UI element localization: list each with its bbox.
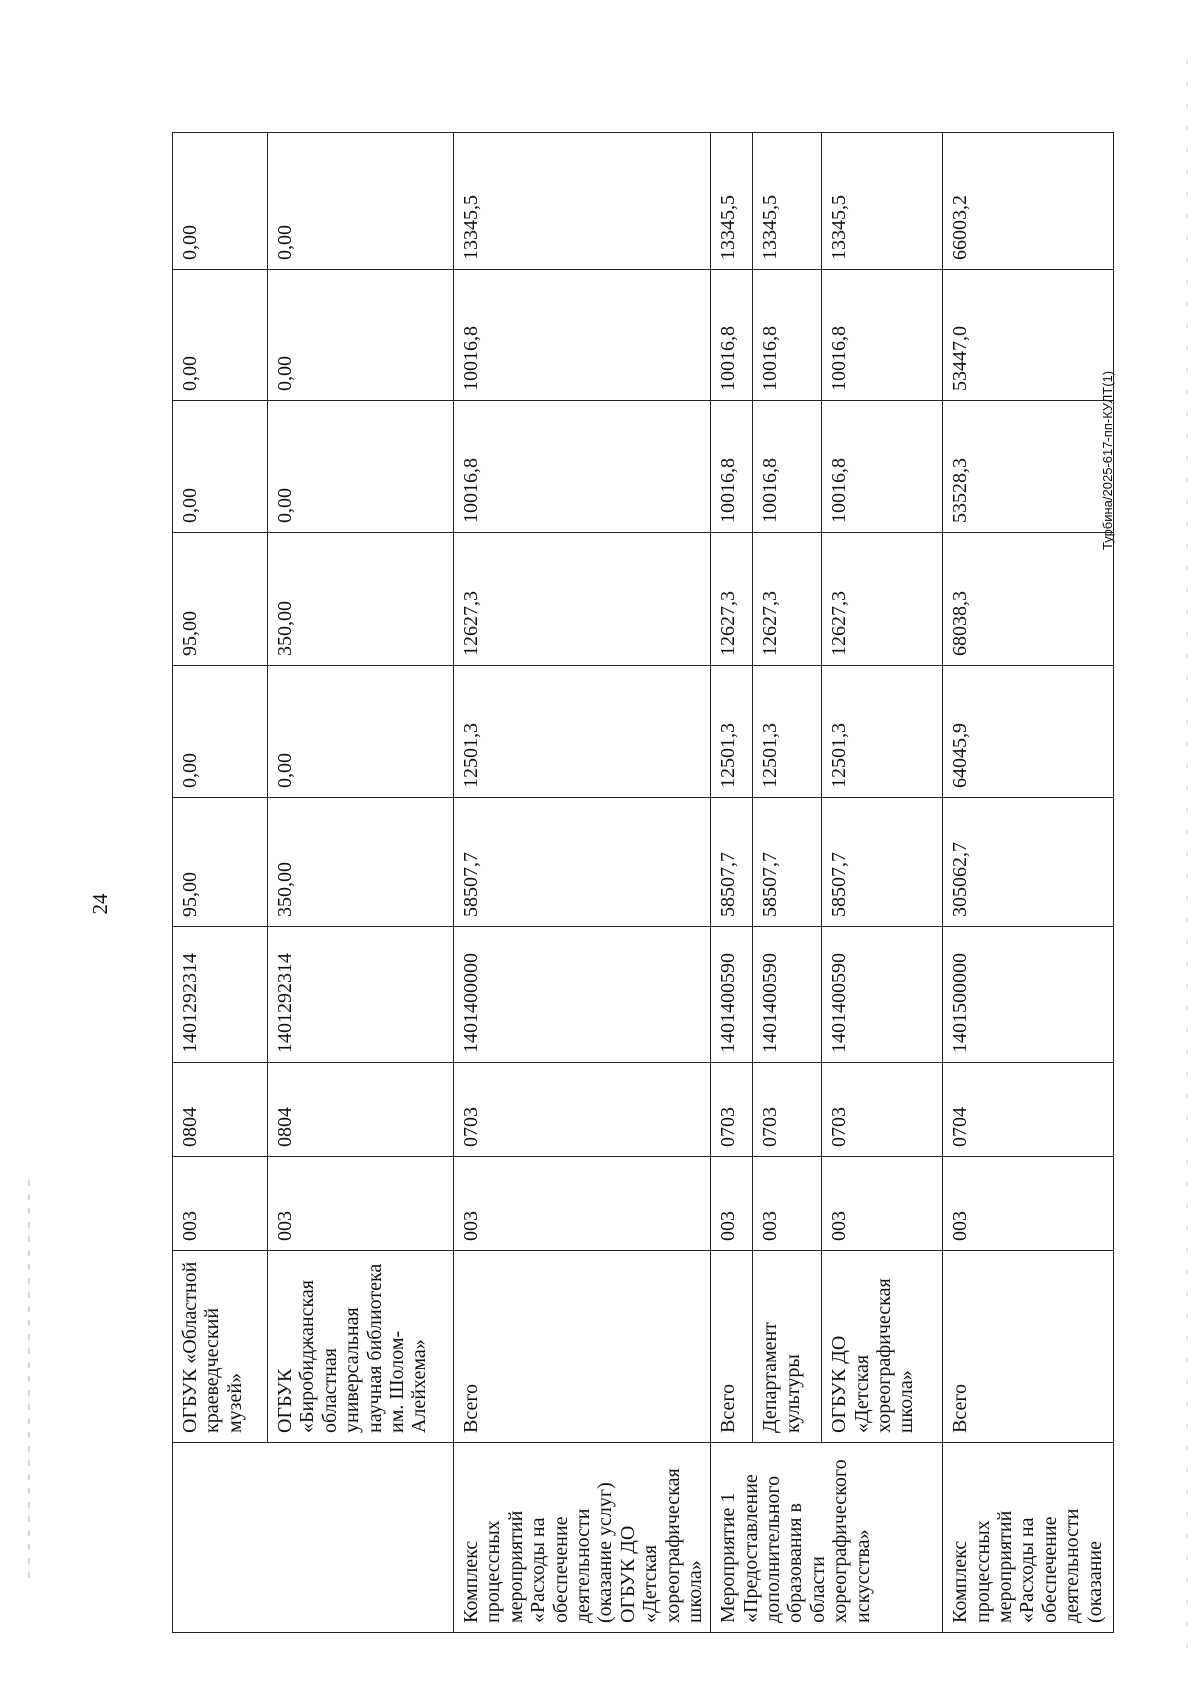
budget-table xyxy=(172,132,1114,1633)
year-4-cell: 53447,0 xyxy=(943,270,1114,401)
year-3-cell: 53528,3 xyxy=(943,401,1114,533)
grbs-cell: 003 xyxy=(268,1157,454,1251)
table-row xyxy=(454,133,711,1633)
grbs-cell: 003 xyxy=(943,1157,1114,1251)
year-5-cell: 66003,2 xyxy=(943,133,1114,270)
year-4-cell: 10016,8 xyxy=(454,270,711,401)
year-4-cell: 10016,8 xyxy=(753,270,822,401)
rotated-table-container xyxy=(172,133,1106,1633)
program-cell: Комплекс процессных мероприятий «Расходы на обеспечение деятельности (оказание услуг) ОГБУК ДО «Детская хореографическая школа» xyxy=(454,1443,711,1633)
total-cell: 58507,7 xyxy=(711,798,753,927)
table-row xyxy=(711,133,753,1633)
year-5-cell: 0,00 xyxy=(173,133,268,270)
year-4-cell: 0,00 xyxy=(268,270,454,401)
year-2-cell: 12627,3 xyxy=(454,533,711,666)
csr-cell: 1401400590 xyxy=(822,927,943,1063)
year-4-cell: 0,00 xyxy=(173,270,268,401)
scan-edge-left xyxy=(28,1180,30,1580)
year-1-cell: 0,00 xyxy=(268,666,454,798)
year-1-cell: 12501,3 xyxy=(711,666,753,798)
year-5-cell: 13345,5 xyxy=(454,133,711,270)
table-row xyxy=(753,133,822,1633)
year-3-cell: 10016,8 xyxy=(711,401,753,533)
year-5-cell: 13345,5 xyxy=(711,133,753,270)
table-row xyxy=(943,133,1114,1633)
table-row xyxy=(173,133,268,1633)
year-2-cell: 350,00 xyxy=(268,533,454,666)
rz-pr-cell: 0703 xyxy=(711,1063,753,1157)
total-cell: 305062,7 xyxy=(943,798,1114,927)
grbs-cell: 003 xyxy=(822,1157,943,1251)
year-1-cell: 64045,9 xyxy=(943,666,1114,798)
year-3-cell: 10016,8 xyxy=(822,401,943,533)
rz-pr-cell: 0804 xyxy=(268,1063,454,1157)
table-row xyxy=(822,133,943,1633)
grbs-cell: 003 xyxy=(173,1157,268,1251)
executor-cell: Всего xyxy=(711,1251,753,1443)
year-2-cell: 12627,3 xyxy=(711,533,753,666)
rz-pr-cell: 0704 xyxy=(943,1063,1114,1157)
year-2-cell: 12627,3 xyxy=(822,533,943,666)
grbs-cell: 003 xyxy=(753,1157,822,1251)
year-1-cell: 12501,3 xyxy=(753,666,822,798)
csr-cell: 1401500000 xyxy=(943,927,1114,1063)
total-cell: 58507,7 xyxy=(753,798,822,927)
executor-cell: ОГБУК «Областной краеведческий музей» xyxy=(173,1251,268,1443)
year-2-cell: 95,00 xyxy=(173,533,268,666)
program-cell: Мероприятие 1 «Предоставление дополнительного образования в области хореографического искусства» xyxy=(711,1443,943,1633)
rz-pr-cell: 0804 xyxy=(173,1063,268,1157)
total-cell: 95,00 xyxy=(173,798,268,927)
year-2-cell: 68038,3 xyxy=(943,533,1114,666)
table-row xyxy=(268,133,454,1633)
page-number: 24 xyxy=(88,893,112,915)
csr-cell: 1401400590 xyxy=(711,927,753,1063)
year-1-cell: 12501,3 xyxy=(822,666,943,798)
year-2-cell: 12627,3 xyxy=(753,533,822,666)
grbs-cell: 003 xyxy=(454,1157,711,1251)
year-4-cell: 10016,8 xyxy=(711,270,753,401)
executor-cell: Всего xyxy=(454,1251,711,1443)
year-5-cell: 0,00 xyxy=(268,133,454,270)
program-cell: Комплекс процессных мероприятий «Расходы на обеспечение деятельности (оказание xyxy=(943,1443,1114,1633)
executor-cell: Департамент культуры xyxy=(753,1251,822,1443)
csr-cell: 1401292314 xyxy=(268,927,454,1063)
year-3-cell: 0,00 xyxy=(268,401,454,533)
executor-cell: ОГБУК ДО «Детская хореографическая школа» xyxy=(822,1251,943,1443)
year-5-cell: 13345,5 xyxy=(753,133,822,270)
csr-cell: 1401400000 xyxy=(454,927,711,1063)
year-5-cell: 13345,5 xyxy=(822,133,943,270)
total-cell: 58507,7 xyxy=(822,798,943,927)
document-footer-code: Турбина/2025-617-пп-КУЛТ(1) xyxy=(1100,370,1115,550)
scan-edge-right xyxy=(1186,60,1188,1660)
year-1-cell: 12501,3 xyxy=(454,666,711,798)
executor-cell: Всего xyxy=(943,1251,1114,1443)
year-4-cell: 10016,8 xyxy=(822,270,943,401)
executor-cell: ОГБУК «Биробиджанская областная универсальная научная библиотека им. Шолом-Алейхема» xyxy=(268,1251,454,1443)
rz-pr-cell: 0703 xyxy=(454,1063,711,1157)
csr-cell: 1401292314 xyxy=(173,927,268,1063)
program-cell xyxy=(173,1443,454,1633)
year-1-cell: 0,00 xyxy=(173,666,268,798)
total-cell: 58507,7 xyxy=(454,798,711,927)
year-3-cell: 0,00 xyxy=(173,401,268,533)
rz-pr-cell: 0703 xyxy=(822,1063,943,1157)
csr-cell: 1401400590 xyxy=(753,927,822,1063)
grbs-cell: 003 xyxy=(711,1157,753,1251)
rz-pr-cell: 0703 xyxy=(753,1063,822,1157)
total-cell: 350,00 xyxy=(268,798,454,927)
year-3-cell: 10016,8 xyxy=(753,401,822,533)
year-3-cell: 10016,8 xyxy=(454,401,711,533)
